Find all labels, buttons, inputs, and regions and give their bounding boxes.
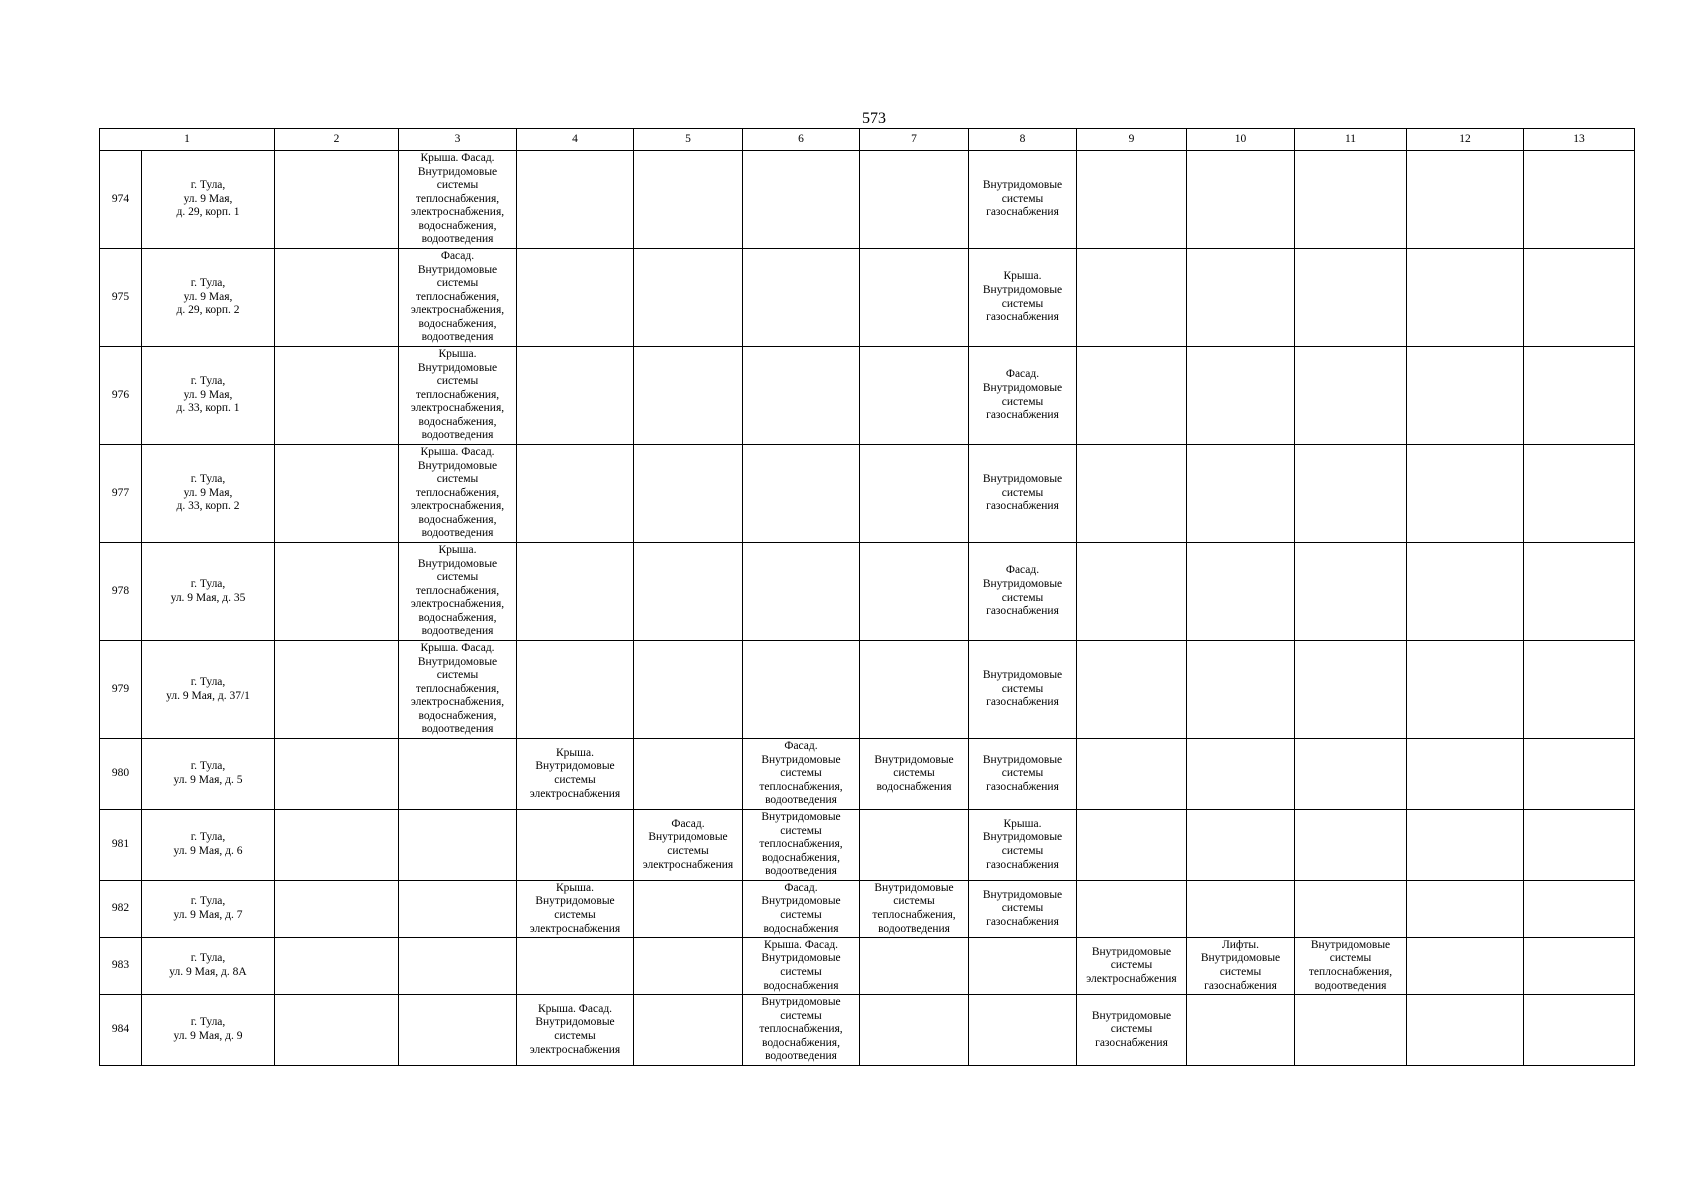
table-cell	[1407, 810, 1524, 881]
column-header: 9	[1077, 129, 1187, 151]
table-cell	[399, 739, 517, 810]
table-cell	[1407, 151, 1524, 249]
table-cell	[860, 641, 969, 739]
table-cell	[634, 445, 743, 543]
table-cell	[1187, 151, 1295, 249]
table-cell	[275, 995, 399, 1066]
table-cell	[517, 249, 634, 347]
address-cell: г. Тула, ул. 9 Мая, д. 35	[142, 543, 275, 641]
column-header: 13	[1524, 129, 1635, 151]
column-header: 4	[517, 129, 634, 151]
table-cell: Внутридомовые системы газоснабжения	[1077, 995, 1187, 1066]
table-cell	[634, 151, 743, 249]
table-cell	[275, 739, 399, 810]
row-id-cell: 976	[100, 347, 142, 445]
address-cell: г. Тула, ул. 9 Мая, д. 37/1	[142, 641, 275, 739]
table-body	[100, 151, 1635, 1066]
table-cell: Фасад. Внутридомовые системы водоснабжения	[743, 881, 860, 938]
table-cell: Внутридомовые системы газоснабжения	[969, 881, 1077, 938]
row-id-cell: 984	[100, 995, 142, 1066]
table-cell: Крыша. Фасад. Внутридомовые системы электроснабжения	[517, 995, 634, 1066]
table-cell	[860, 347, 969, 445]
table-cell	[743, 151, 860, 249]
row-id-cell: 979	[100, 641, 142, 739]
table-cell	[517, 347, 634, 445]
address-cell: г. Тула, ул. 9 Мая, д. 8А	[142, 938, 275, 995]
table-cell	[1524, 810, 1635, 881]
table-cell: Внутридомовые системы теплоснабжения, водоотведения	[860, 881, 969, 938]
table-cell: Внутридомовые системы водоснабжения	[860, 739, 969, 810]
table-cell	[743, 347, 860, 445]
table-cell	[1187, 739, 1295, 810]
row-id-cell: 975	[100, 249, 142, 347]
table-cell	[1524, 938, 1635, 995]
table-cell: Крыша. Фасад. Внутридомовые системы теплоснабжения, электроснабжения, водоснабжения, водоотведения	[399, 641, 517, 739]
table-cell: Фасад. Внутридомовые системы электроснабжения	[634, 810, 743, 881]
table-cell	[1524, 347, 1635, 445]
table-cell	[1295, 347, 1407, 445]
table-cell	[275, 543, 399, 641]
table-cell	[1524, 995, 1635, 1066]
table-cell	[399, 995, 517, 1066]
table-cell: Крыша. Внутридомовые системы электроснабжения	[517, 881, 634, 938]
table-cell	[1077, 347, 1187, 445]
table-cell	[517, 938, 634, 995]
address-cell: г. Тула, ул. 9 Мая, д. 33, корп. 2	[142, 445, 275, 543]
table-cell	[1295, 543, 1407, 641]
column-header: 10	[1187, 129, 1295, 151]
table-cell	[1407, 347, 1524, 445]
table-row	[100, 810, 1635, 881]
column-header: 1	[100, 129, 275, 151]
table-cell: Крыша. Внутридомовые системы газоснабжения	[969, 249, 1077, 347]
table-row	[100, 641, 1635, 739]
table-cell	[1187, 347, 1295, 445]
table-cell	[860, 995, 969, 1066]
table-row	[100, 739, 1635, 810]
table-cell	[275, 347, 399, 445]
table-cell: Крыша. Фасад. Внутридомовые системы теплоснабжения, электроснабжения, водоснабжения, водоотведения	[399, 151, 517, 249]
table-cell: Фасад. Внутридомовые системы газоснабжения	[969, 347, 1077, 445]
table-cell	[1077, 810, 1187, 881]
table-cell	[1407, 938, 1524, 995]
table-row	[100, 151, 1635, 249]
address-cell: г. Тула, ул. 9 Мая, д. 5	[142, 739, 275, 810]
table-cell	[1295, 810, 1407, 881]
table-cell	[860, 543, 969, 641]
table-cell	[743, 543, 860, 641]
table-cell: Лифты. Внутридомовые системы газоснабжения	[1187, 938, 1295, 995]
table-cell	[1295, 445, 1407, 543]
table-cell	[1407, 641, 1524, 739]
table-cell	[1077, 641, 1187, 739]
table-cell	[860, 249, 969, 347]
address-cell: г. Тула, ул. 9 Мая, д. 7	[142, 881, 275, 938]
table-cell	[1407, 249, 1524, 347]
table-cell: Фасад. Внутридомовые системы теплоснабжения, электроснабжения, водоснабжения, водоотведения	[399, 249, 517, 347]
table-cell	[743, 445, 860, 543]
table-cell	[517, 641, 634, 739]
address-cell: г. Тула, ул. 9 Мая, д. 6	[142, 810, 275, 881]
table-cell	[1077, 543, 1187, 641]
table-cell	[1407, 881, 1524, 938]
table-cell	[860, 810, 969, 881]
table-cell	[1524, 543, 1635, 641]
page-number: 573	[862, 110, 886, 127]
table-cell	[1295, 739, 1407, 810]
table-cell: Крыша. Фасад. Внутридомовые системы теплоснабжения, электроснабжения, водоснабжения, водоотведения	[399, 445, 517, 543]
row-id-cell: 980	[100, 739, 142, 810]
table-cell: Крыша. Внутридомовые системы теплоснабжения, электроснабжения, водоснабжения, водоотведения	[399, 543, 517, 641]
table-cell	[1187, 543, 1295, 641]
address-cell: г. Тула, ул. 9 Мая, д. 33, корп. 1	[142, 347, 275, 445]
table-row	[100, 543, 1635, 641]
column-header: 8	[969, 129, 1077, 151]
table-cell	[634, 995, 743, 1066]
table-cell	[860, 938, 969, 995]
table-row	[100, 445, 1635, 543]
table-cell	[1187, 445, 1295, 543]
table-cell: Внутридомовые системы газоснабжения	[969, 151, 1077, 249]
table-cell	[1077, 739, 1187, 810]
column-header: 2	[275, 129, 399, 151]
work-schedule-table	[99, 128, 1635, 1066]
table-cell	[517, 445, 634, 543]
table-cell	[1077, 445, 1187, 543]
table-cell	[1524, 445, 1635, 543]
table-cell	[860, 445, 969, 543]
column-header: 5	[634, 129, 743, 151]
table-cell: Внутридомовые системы газоснабжения	[969, 641, 1077, 739]
table-cell: Внутридомовые системы газоснабжения	[969, 739, 1077, 810]
table-row	[100, 995, 1635, 1066]
row-id-cell: 977	[100, 445, 142, 543]
table-cell	[1077, 249, 1187, 347]
table-cell: Внутридомовые системы электроснабжения	[1077, 938, 1187, 995]
table-cell	[634, 938, 743, 995]
table-cell	[1295, 995, 1407, 1066]
column-header: 12	[1407, 129, 1524, 151]
table-cell	[634, 249, 743, 347]
table-cell: Крыша. Внутридомовые системы электроснабжения	[517, 739, 634, 810]
table-cell	[969, 995, 1077, 1066]
table-cell	[517, 151, 634, 249]
table-cell	[1407, 445, 1524, 543]
table-cell: Крыша. Внутридомовые системы газоснабжения	[969, 810, 1077, 881]
table-cell	[275, 938, 399, 995]
table-cell	[743, 249, 860, 347]
table-cell: Внутридомовые системы теплоснабжения, водоснабжения, водоотведения	[743, 995, 860, 1066]
table-row	[100, 249, 1635, 347]
table-cell	[1524, 881, 1635, 938]
table-cell	[860, 151, 969, 249]
table-cell	[1407, 995, 1524, 1066]
row-id-cell: 983	[100, 938, 142, 995]
table-cell: Фасад. Внутридомовые системы газоснабжения	[969, 543, 1077, 641]
table-cell: Внутридомовые системы теплоснабжения, водоснабжения, водоотведения	[743, 810, 860, 881]
table-row	[100, 938, 1635, 995]
table-cell	[1187, 641, 1295, 739]
table-cell	[1407, 543, 1524, 641]
table-cell	[1077, 881, 1187, 938]
row-id-cell: 974	[100, 151, 142, 249]
column-header: 7	[860, 129, 969, 151]
table-cell	[1187, 810, 1295, 881]
table-cell	[275, 445, 399, 543]
address-cell: г. Тула, ул. 9 Мая, д. 29, корп. 2	[142, 249, 275, 347]
table-cell	[1295, 881, 1407, 938]
table-cell	[1524, 739, 1635, 810]
table-cell	[634, 543, 743, 641]
table-cell	[275, 151, 399, 249]
row-id-cell: 982	[100, 881, 142, 938]
table-cell	[1187, 881, 1295, 938]
address-cell: г. Тула, ул. 9 Мая, д. 9	[142, 995, 275, 1066]
table-cell	[275, 249, 399, 347]
row-id-cell: 978	[100, 543, 142, 641]
column-header: 3	[399, 129, 517, 151]
table-cell: Крыша. Внутридомовые системы теплоснабжения, электроснабжения, водоснабжения, водоотведения	[399, 347, 517, 445]
table-cell	[1295, 151, 1407, 249]
table-row	[100, 347, 1635, 445]
table-cell	[743, 641, 860, 739]
table-cell: Крыша. Фасад. Внутридомовые системы водоснабжения	[743, 938, 860, 995]
table-cell	[1187, 249, 1295, 347]
table-cell	[969, 938, 1077, 995]
row-id-cell: 981	[100, 810, 142, 881]
table-cell	[1407, 739, 1524, 810]
table-cell: Фасад. Внутридомовые системы теплоснабжения, водоотведения	[743, 739, 860, 810]
table-cell	[1524, 151, 1635, 249]
table-cell	[517, 543, 634, 641]
table-cell: Внутридомовые системы газоснабжения	[969, 445, 1077, 543]
table-cell	[1295, 249, 1407, 347]
table-row	[100, 881, 1635, 938]
column-header: 11	[1295, 129, 1407, 151]
column-number-row	[100, 129, 1635, 151]
table-cell	[1077, 151, 1187, 249]
table-cell	[399, 810, 517, 881]
table-cell	[1524, 249, 1635, 347]
table-cell	[634, 881, 743, 938]
table-cell	[1295, 641, 1407, 739]
table-cell	[634, 641, 743, 739]
table-cell	[275, 810, 399, 881]
table-cell	[399, 881, 517, 938]
table-cell	[634, 347, 743, 445]
table-cell	[399, 938, 517, 995]
address-cell: г. Тула, ул. 9 Мая, д. 29, корп. 1	[142, 151, 275, 249]
table-cell	[634, 739, 743, 810]
table-cell: Внутридомовые системы теплоснабжения, водоотведения	[1295, 938, 1407, 995]
table-cell	[275, 881, 399, 938]
column-header: 6	[743, 129, 860, 151]
table-cell	[275, 641, 399, 739]
table-cell	[1524, 641, 1635, 739]
table-cell	[517, 810, 634, 881]
table-cell	[1187, 995, 1295, 1066]
